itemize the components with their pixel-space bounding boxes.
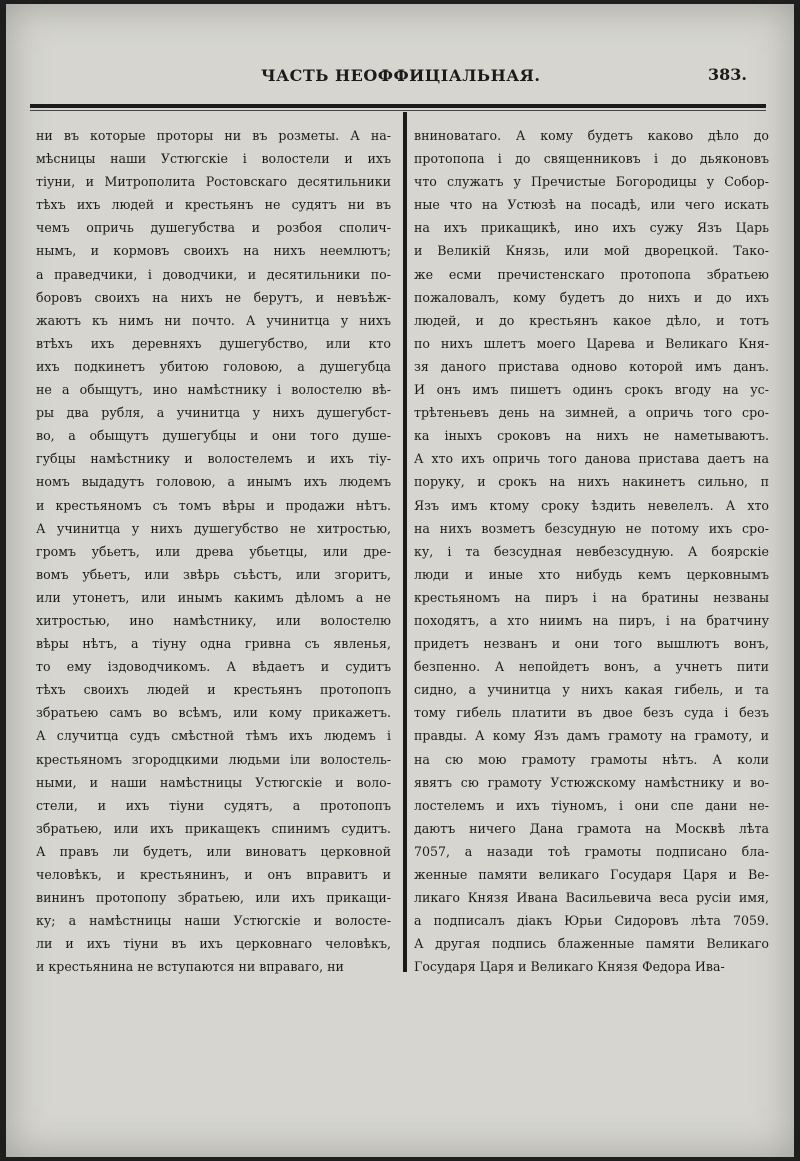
text-line: даютъ ничего Дана грамота на Москвѣ лѣта xyxy=(414,820,769,836)
text-line: человѣкъ, и крестьянинъ, и онъ вправитъ и xyxy=(36,867,391,882)
text-line: А другая подпись блаженные памяти Великаго xyxy=(414,936,769,952)
text-line: вниноватаго. А кому будетъ каково дѣло до xyxy=(414,128,769,143)
text-line: мѣсницы наши Устюгскіе і волостели и ихъ xyxy=(36,151,391,167)
text-line: збратьею самъ во всѣмъ, или кому прикажетъ. xyxy=(36,705,391,721)
text-line: А случитца судъ смѣстной тѣмъ ихъ людемъ і xyxy=(36,728,391,744)
text-line: крестьяномъ згородцкими людьми іли волостель- xyxy=(36,751,391,767)
text-line: ные что на Устюзѣ на посадѣ, или чего искать xyxy=(414,197,769,213)
text-line: то ему іздоводчикомъ. А вѣдаетъ и судитъ xyxy=(36,659,391,675)
text-line: или утонетъ, или инымъ какимъ дѣломъ а не xyxy=(36,589,391,605)
text-line: что служатъ у Пречистые Богородицы у Собор- xyxy=(414,174,769,190)
text-line: ни въ которые проторы ни въ розметы. А на- xyxy=(36,128,391,143)
text-line: на сю мою грамоту грамоты нѣтъ. А коли xyxy=(414,751,769,767)
text-line: боровъ своихъ на нихъ не берутъ, и невъѣж- xyxy=(36,289,391,305)
text-line: и крестьянина не вступаются ни вправаго, ни xyxy=(36,959,344,975)
left-column xyxy=(36,124,391,978)
text-line: и Великій Князь, или мой дворецкой. Тако- xyxy=(414,243,769,259)
text-line: ку; а намѣстницы наши Устюгскіе и волосте- xyxy=(36,913,391,929)
text-line: громъ убьетъ, или древа убьетцы, или дре- xyxy=(36,543,391,559)
text-line: ихъ подкинетъ убитою головою, а душегубца xyxy=(36,358,391,374)
text-line: А хто ихъ опричь того данова пристава даетъ на xyxy=(414,451,769,467)
text-line: безпенно. А непойдетъ вонъ, а учнетъ пити xyxy=(414,659,769,675)
text-line: ликаго Князя Ивана Васильевича веса русіи имя, xyxy=(414,890,769,906)
text-line: чемъ опричь душегубства и розбоя сполич- xyxy=(36,220,391,236)
text-line: вѣры нѣтъ, а тіуну одна гривна съ явленья, xyxy=(36,636,391,652)
text-line: же есми пречистенскаго протопопа збратьею xyxy=(414,266,769,282)
text-line: явятъ сю грамоту Устюжскому намѣстнику и во- xyxy=(414,774,769,790)
header-rule-thin xyxy=(30,110,766,111)
header-rule xyxy=(30,104,766,108)
text-line: во, а обыщутъ душегубцы и они того душе- xyxy=(36,428,391,444)
text-line: стели, и ихъ тіуни судятъ, а протопопъ xyxy=(36,797,391,813)
text-line: ку, і та безсудная невбезсудную. А боярскіе xyxy=(414,543,769,559)
text-line: ными, и наши намѣстницы Устюгскіе и воло- xyxy=(36,774,391,790)
text-line: губцы намѣстнику и волостелемъ и ихъ тіу- xyxy=(36,451,391,467)
text-line: ли и ихъ тіуни въ ихъ церковнаго человѣкъ, xyxy=(36,936,391,952)
text-line: тому гибель платити въ двое безъ суда і безъ xyxy=(414,705,769,721)
text-line: на нихъ возметъ безсудную не потому ихъ сро- xyxy=(414,520,769,536)
text-line: правды. А кому Язъ дамъ грамоту на грамоту, и xyxy=(414,728,769,744)
text-line: и крестьяномъ съ томъ вѣры и продажи нѣтъ. xyxy=(36,497,391,513)
text-line: протопопа і до священниковъ і до дьяконовъ xyxy=(414,151,769,167)
text-line: ры два рубля, а учинитца у нихъ душегубст- xyxy=(36,405,391,421)
text-line: сидно, а учинитца у нихъ какая гибель, и та xyxy=(414,682,769,698)
text-line: а подписалъ діакъ Юрьи Сидоровъ лѣта 7059. xyxy=(414,913,769,929)
text-line: А правъ ли будетъ, или виноватъ церковной xyxy=(36,843,391,859)
text-line: втѣхъ ихъ деревняхъ душегубство, или кто xyxy=(36,335,391,351)
text-line: лостелемъ и ихъ тіуномъ, і они спе дани не- xyxy=(414,797,769,813)
text-line: Язъ имъ ктому сроку ѣздить невелелъ. А хто xyxy=(414,497,769,513)
newspaper-page xyxy=(6,4,794,1157)
text-line: жаютъ къ нимъ ни почто. А учинитца у нихъ xyxy=(36,312,391,328)
text-line: збратьею, или ихъ прикащекъ спинимъ судитъ. xyxy=(36,820,391,836)
column-divider xyxy=(403,112,407,972)
text-line: вининъ протопопу збратьею, или ихъ прикащи- xyxy=(36,890,391,906)
text-line: люди и иные хто нибудь кемъ церковнымъ xyxy=(414,566,769,582)
text-line: номъ выдадутъ головою, а инымъ ихъ людемъ xyxy=(36,474,391,490)
text-line: по нихъ шлетъ моего Царева и Великаго Кня- xyxy=(414,335,769,351)
text-line: трѣтеньевъ день на зимней, а опричь того сро- xyxy=(414,405,769,421)
text-line: на ихъ прикащикѣ, ино ихъ сужу Язъ Царь xyxy=(414,220,769,236)
text-line: Государя Царя и Великаго Князя Федора Ива- xyxy=(414,959,725,975)
text-line: 7057, а назади тоѣ грамоты подписано бла- xyxy=(414,843,769,859)
text-line: А учинитца у нихъ душегубство не хитростью, xyxy=(36,520,391,536)
text-line: поруку, и срокъ на нихъ накинетъ сильно, п xyxy=(414,474,769,490)
text-line: тѣхъ ихъ людей и крестьянъ не судятъ ни въ xyxy=(36,197,391,213)
text-line: хитростью, ино намѣстнику, или волостелю xyxy=(36,612,391,628)
text-line: нымъ, и кормовъ своихъ на нихъ неемлютъ; xyxy=(36,243,391,259)
text-line: тіуни, и Митрополита Ростовскаго десятильники xyxy=(36,174,391,190)
text-line: не а обыщутъ, ино намѣстнику і волостелю вѣ- xyxy=(36,382,391,398)
text-line: зя даного пристава одново которой имъ данъ. xyxy=(414,358,769,374)
text-line: ка іныхъ сроковъ на нихъ не наметываютъ. xyxy=(414,428,769,444)
text-line: вомъ убьетъ, или звѣрь съѣстъ, или згоритъ, xyxy=(36,566,391,582)
text-line: людей, и до крестьянъ какое дѣло, и тотъ xyxy=(414,312,769,328)
section-title: ЧАСТЬ НЕОФФИЦІАЛЬНАЯ. xyxy=(261,66,541,85)
text-line: а праведчики, і доводчики, и десятильники по- xyxy=(36,266,391,282)
text-line: женные памяти великаго Государя Царя и Ве- xyxy=(414,867,769,882)
page-number: 383. xyxy=(708,65,747,84)
text-line: придетъ незванъ и они того вышлютъ вонъ, xyxy=(414,636,769,652)
text-line: пожаловалъ, кому будетъ до нихъ и до ихъ xyxy=(414,289,769,305)
text-line: И онъ имъ пишетъ одинъ срокъ вгоду на ус- xyxy=(414,382,769,398)
text-line: походятъ, а хто ниимъ на пиръ, і на братчину xyxy=(414,612,769,628)
text-line: тѣхъ своихъ людей и крестьянъ протопопъ xyxy=(36,682,391,698)
right-column xyxy=(414,124,769,978)
text-line: крестьяномъ на пиръ і на братины незваны xyxy=(414,589,769,605)
